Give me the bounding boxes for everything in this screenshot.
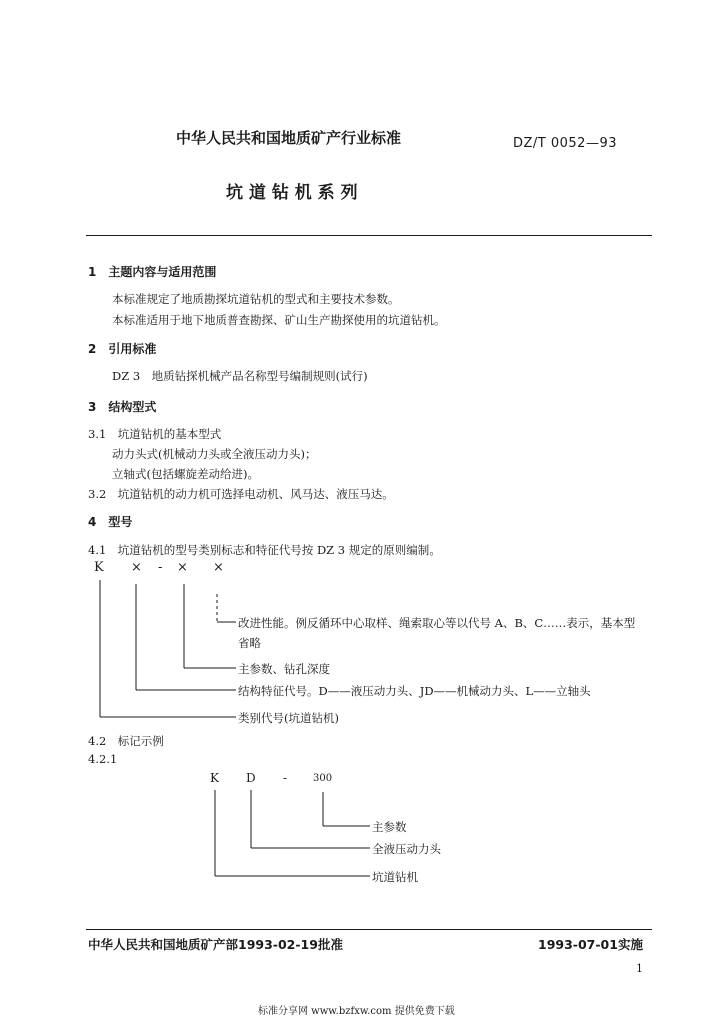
example-value-300: 300: [313, 773, 333, 784]
page-number: 1: [636, 962, 643, 975]
standard-code: DZ/T 0052—93: [513, 136, 617, 151]
model-letter-x2: ×: [177, 560, 188, 575]
section-2-reference: DZ 3 地质钻探机械产品名称型号编制规则(试行): [112, 369, 368, 383]
example-letter-dash: -: [283, 771, 288, 785]
section-4-2: 4.2 标记示例: [88, 734, 164, 748]
section-4-2-1: 4.2.1: [88, 752, 118, 766]
model-letter-dash: -: [158, 560, 163, 575]
section-3-heading: 3 结构型式: [88, 400, 157, 414]
effective-date: 1993-07-01实施: [538, 937, 643, 952]
model-letter-x3: ×: [213, 560, 224, 575]
standard-category-title: 中华人民共和国地质矿产行业标准: [176, 129, 402, 147]
example-label-power-head: 全液压动力头: [372, 842, 441, 856]
example-letter-k: K: [210, 771, 219, 785]
label-main-parameter: 主参数、钻孔深度: [238, 662, 330, 676]
model-letter-k: K: [94, 560, 104, 575]
section-1-paragraph-1: 本标准规定了地质勘探坑道钻机的型式和主要技术参数。: [112, 292, 400, 306]
approval-statement: 中华人民共和国地质矿产部1993-02-19批准: [88, 937, 343, 952]
section-3-1-item-a: 动力头式(机械动力头或全液压动力头)；: [112, 447, 317, 461]
example-letter-d: D: [246, 771, 256, 785]
label-improvement-line1: 改进性能。例反循环中心取样、绳索取心等以代号 A、B、C……表示，基本型: [238, 616, 636, 630]
section-3-1-item-b: 立轴式(包括螺旋差动给进)。: [112, 467, 259, 481]
footer-divider: [86, 929, 652, 930]
watermark-text: 标准分享网 www.bzfxw.com 提供免费下载: [258, 1006, 455, 1017]
label-class-code: 类别代号(坑道钻机): [238, 711, 339, 725]
section-4-heading: 4 型号: [88, 515, 133, 529]
document-title: 坑 道 钻 机 系 列: [226, 183, 358, 203]
example-label-main-parameter: 主参数: [372, 820, 407, 834]
example-label-drill: 坑道钻机: [372, 870, 418, 884]
section-1-heading: 1 主题内容与适用范围: [88, 265, 217, 279]
section-3-1: 3.1 坑道钻机的基本型式: [88, 427, 222, 441]
section-4-1: 4.1 坑道钻机的型号类别标志和特征代号按 DZ 3 规定的原则编制。: [88, 543, 441, 557]
model-letter-x1: ×: [131, 560, 142, 575]
section-3-2: 3.2 坑道钻机的动力机可选择电动机、风马达、液压马达。: [88, 487, 394, 501]
label-improvement-line2: 省略: [238, 636, 261, 650]
section-1-paragraph-2: 本标准适用于地下地质普查勘探、矿山生产勘探使用的坑道钻机。: [112, 313, 446, 327]
section-2-heading: 2 引用标准: [88, 342, 157, 356]
label-structure-code: 结构特征代号。D——液压动力头、JD——机械动力头、L——立轴头: [238, 684, 591, 698]
